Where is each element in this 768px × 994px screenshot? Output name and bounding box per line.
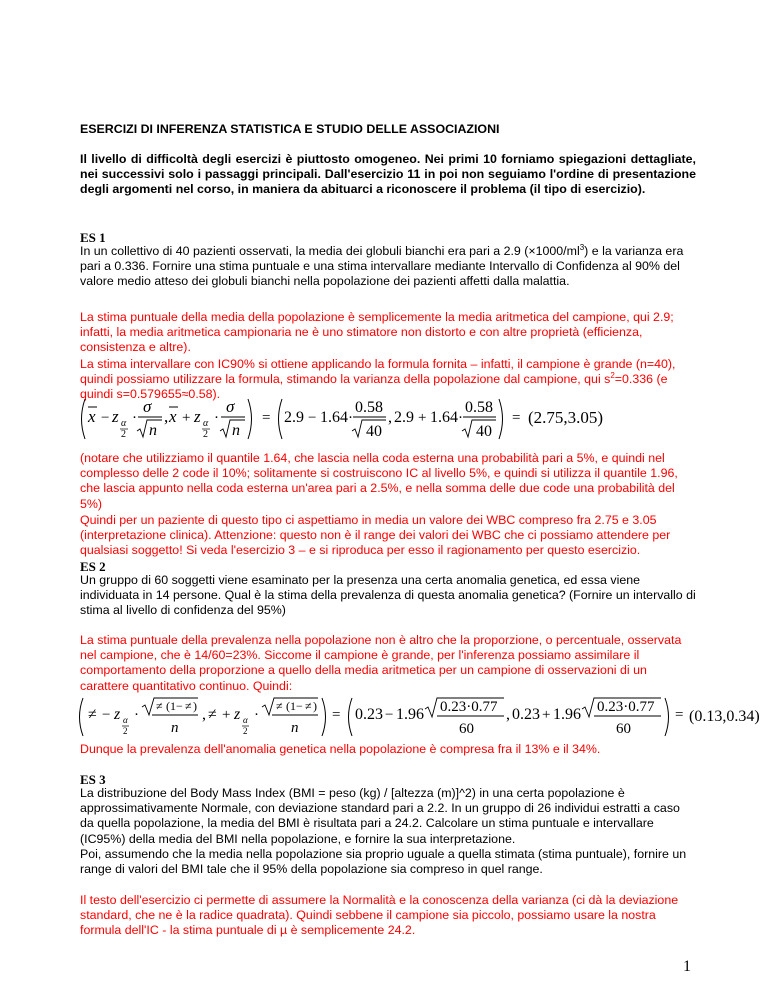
- n-4: n: [291, 720, 299, 736]
- es1-text-sup: 3: [579, 243, 585, 252]
- es2-result: (0.13,0.34): [689, 708, 760, 725]
- n-1: n: [149, 422, 157, 439]
- alpha-3: α: [123, 715, 128, 725]
- two-4: 2: [243, 726, 248, 736]
- paren-left: [82, 399, 86, 439]
- es1-answer-p2-a: La stima intervallare con IC90% si ottiene applicando la formula fornita – infatti, il campione è grande (n=40), quindi possiamo utilizzare la formula, stimando la varianza della popolazione dal campione, qui s: [80, 357, 676, 387]
- es3-text-p2: Poi, assumendo che la media nella popolazione sia proprio uguale a quella stimata (stima puntuale), fornire un range di valori del BMI tale che il 95% della popolazione sia compreso in quel range.: [80, 847, 687, 877]
- close-1: ): [193, 699, 197, 713]
- num-a-1: 2.9: [284, 409, 304, 426]
- alpha-4: α: [243, 715, 248, 725]
- z-3: z: [114, 706, 121, 723]
- es1-heading: ES 1: [80, 230, 106, 245]
- paren-right: [248, 399, 252, 439]
- p-3: ≠: [185, 699, 192, 713]
- paren-left-4: [349, 698, 353, 736]
- es1-answer-p1: La stima puntuale della media della popolazione è semplicemente la media aritmetica del campione, qui 2.9; infatti, la media aritmetica campionaria ne è uno stimatore non distorto e con altre proprietà (efficienza, consistenza e altre).: [80, 310, 674, 355]
- plus-3: +: [222, 707, 231, 723]
- intro-paragraph: Il livello di difficoltà degli esercizi è piuttosto omogeneo. Nei primi 10 forniamo spiegazioni dettagliate, nei successivi solo i passaggi principali. Dall'esercizio 11 in poi non seguiamo l'ordine di presentazione degli argomenti nel corso, in maniera da abituarci a riconoscere il problema (il tipo di esercizio).: [80, 152, 696, 197]
- sigma-1: σ: [143, 397, 152, 416]
- es2-text: Un gruppo di 60 soggetti viene esaminato per la presenza una certa anomalia genetica, ed essa viene individuata in 14 persone. Qual è la stima della prevalenza di questa anomalia genetica? (Fornire un intervallo di stima al livello di confidenza del 95%): [80, 573, 696, 618]
- dot-6: ·: [254, 707, 259, 723]
- xbar: x: [88, 407, 96, 426]
- plus-2: +: [418, 410, 427, 426]
- es1-formula: [76, 395, 716, 448]
- p-5: ≠: [276, 699, 283, 713]
- es2-answer-p1: La stima puntuale della prevalenza nella popolazione non è altro che la proporzione, o percentuale, osservata nel campione, che è 14/60=23%. Siccome il campione è grande, per l'inferenza possiamo assimilare il comportamento della proporzione a quello della media aritmetica per un campione di osservazioni di un carattere quantitativo continuo. Quindi:: [80, 633, 682, 693]
- eq-1: =: [262, 410, 271, 426]
- eq-3: =: [332, 707, 341, 723]
- num-a-2: 2.9: [394, 409, 414, 426]
- alpha-2: α: [203, 418, 209, 429]
- paren-right-3: [322, 698, 326, 736]
- document-title: ESERCIZI DI INFERENZA STATISTICA E STUDIO DELLE ASSOCIAZIONI: [80, 122, 500, 136]
- paren-left-2: [279, 399, 283, 439]
- sigma-2: σ: [226, 397, 235, 416]
- es1-text: [80, 244, 696, 290]
- z-2: z: [194, 407, 201, 426]
- comma-2: ,: [388, 409, 392, 426]
- es1-answer-p3: (notare che utilizziamo il quantile 1.64, che lascia nella coda esterna una probabilità pari a 5%, e quindi nel complesso delle 2 code il 10%; solitamente si costruiscono IC al livello 5%, e quindi si utilizza il quantile 1.96, che lascia appunto nella coda esterna un'area pari a 2.5%, e nella somma delle due code una probabilità del 5%): [80, 451, 678, 511]
- es3-text-p1: La distribuzione del Body Mass Index (BMI = peso (kg) / [altezza (m)]^2) in una certa popolazione è approssimativamente Normale, con deviazione standard pari a 2.2. In un gruppo di 26 individui estratti a caso da quella popolazione, la media del BMI è risultata pari a 24.2. Calcolare un stima puntuale e intervallare (IC95%) della media del BMI nella popolazione, e fornire la sua interpretazione.: [80, 786, 680, 846]
- minus-4: −: [385, 707, 394, 723]
- es3-answer-p1: Il testo dell'esercizio ci permette di assumere la Normalità e la conoscenza della varianza (ci dà la deviazione standard, che ne è la radice quadrata). Quindi sebbene il campione sia piccolo, possiamo usare la nostra formula dell'IC - la stima puntuale di µ è semplicemente 24.2.: [80, 893, 679, 938]
- es1-text-b: ) e la varianza era pari a 0.336. Fornire una stima puntuale e una stima intervallare mediante Intervallo di Confidenza al 90% del valore medio atteso dei globuli bianchi nella popolazione dei pazienti affetti dalla malattia.: [80, 244, 684, 289]
- z-1: z: [112, 407, 119, 426]
- minus-3: −: [102, 707, 111, 723]
- dot-1: ·: [132, 410, 137, 426]
- nval-2: 60: [616, 721, 631, 737]
- es2-heading: ES 2: [80, 559, 106, 574]
- num-b-4: 1.96: [553, 706, 581, 723]
- es2-answer-p2: Dunque la prevalenza dell'anomalia genetica nella popolazione è compresa fra il 13% e il 34%.: [80, 742, 601, 756]
- prod-2: 0.23·0.77: [597, 699, 655, 715]
- one-minus-1: (1−: [166, 699, 183, 713]
- es2-formula: [76, 695, 716, 744]
- sqrtn-2: 40: [476, 423, 492, 440]
- num-b-1: 1.64: [320, 409, 348, 426]
- z-4: z: [234, 706, 241, 723]
- sqrtn-1: 40: [366, 423, 382, 440]
- alpha-1: α: [121, 418, 127, 429]
- es1-answer-p4: Quindi per un paziente di questo tipo ci aspettiamo in media un valore dei WBC compreso fra 2.75 e 3.05 (interpretazione clinica). Attenzione: questo non è il range dei valori dei WBC che ci possiamo attendere per qualsiasi soggetto! Si veda l'esercizio 3 – e si riproduca per esso il ragionamento per questo esercizio.: [80, 513, 671, 558]
- sd-2: 0.58: [465, 399, 493, 416]
- es3-heading: ES 3: [80, 772, 106, 787]
- comma-1: ,: [164, 407, 169, 426]
- n-2: n: [232, 422, 240, 439]
- num-a-3: 0.23: [355, 706, 383, 723]
- result-1: (2.75,3.05): [528, 408, 604, 427]
- plus-1: +: [182, 410, 191, 426]
- dot-5: ·: [134, 707, 139, 723]
- dot-2: ·: [214, 410, 219, 426]
- two-3: 2: [123, 726, 128, 736]
- prod-1: 0.23·0.77: [440, 699, 498, 715]
- num-a-4: 0.23: [512, 706, 540, 723]
- p-4: ≠: [208, 706, 217, 723]
- xbar-2: x: [169, 407, 177, 426]
- num-b-2: 1.64: [430, 409, 458, 426]
- paren-left-3: [80, 698, 84, 736]
- sd-1: 0.58: [355, 399, 383, 416]
- minus-2: −: [308, 410, 317, 426]
- dot-4: ·: [458, 410, 463, 426]
- n-3: n: [171, 720, 179, 736]
- paren-right-2: [499, 399, 503, 439]
- plus-4: +: [542, 707, 551, 723]
- p-2: ≠: [156, 699, 163, 713]
- es1-answer-p2-b: =0.336 (e quindi s=0.579655≈0.58).: [80, 372, 668, 402]
- es1-text-a: In un collettivo di 40 pazienti osservati, la media dei globuli bianchi era pari a 2.9 (×1000/ml: [80, 244, 580, 258]
- two-2: 2: [203, 429, 208, 440]
- two-1: 2: [121, 429, 126, 440]
- page-number: 1: [683, 958, 691, 975]
- minus-1: −: [101, 410, 110, 426]
- paren-right-4: [665, 698, 669, 736]
- dot-3: ·: [348, 410, 353, 426]
- es1-formula-svg: [76, 395, 716, 443]
- comma-4: ,: [506, 706, 510, 723]
- es1-answer-p2-sup: 2: [610, 371, 615, 381]
- eq-4: =: [675, 707, 684, 723]
- num-b-3: 1.96: [396, 706, 424, 723]
- one-minus-2: (1−: [286, 699, 303, 713]
- p-6: ≠: [305, 699, 312, 713]
- comma-3: ,: [202, 706, 206, 723]
- es2-formula-svg: [76, 695, 716, 739]
- close-2: ): [313, 699, 317, 713]
- nval-1: 60: [459, 721, 474, 737]
- eq-2: =: [512, 410, 521, 426]
- p-1: ≠: [88, 706, 97, 723]
